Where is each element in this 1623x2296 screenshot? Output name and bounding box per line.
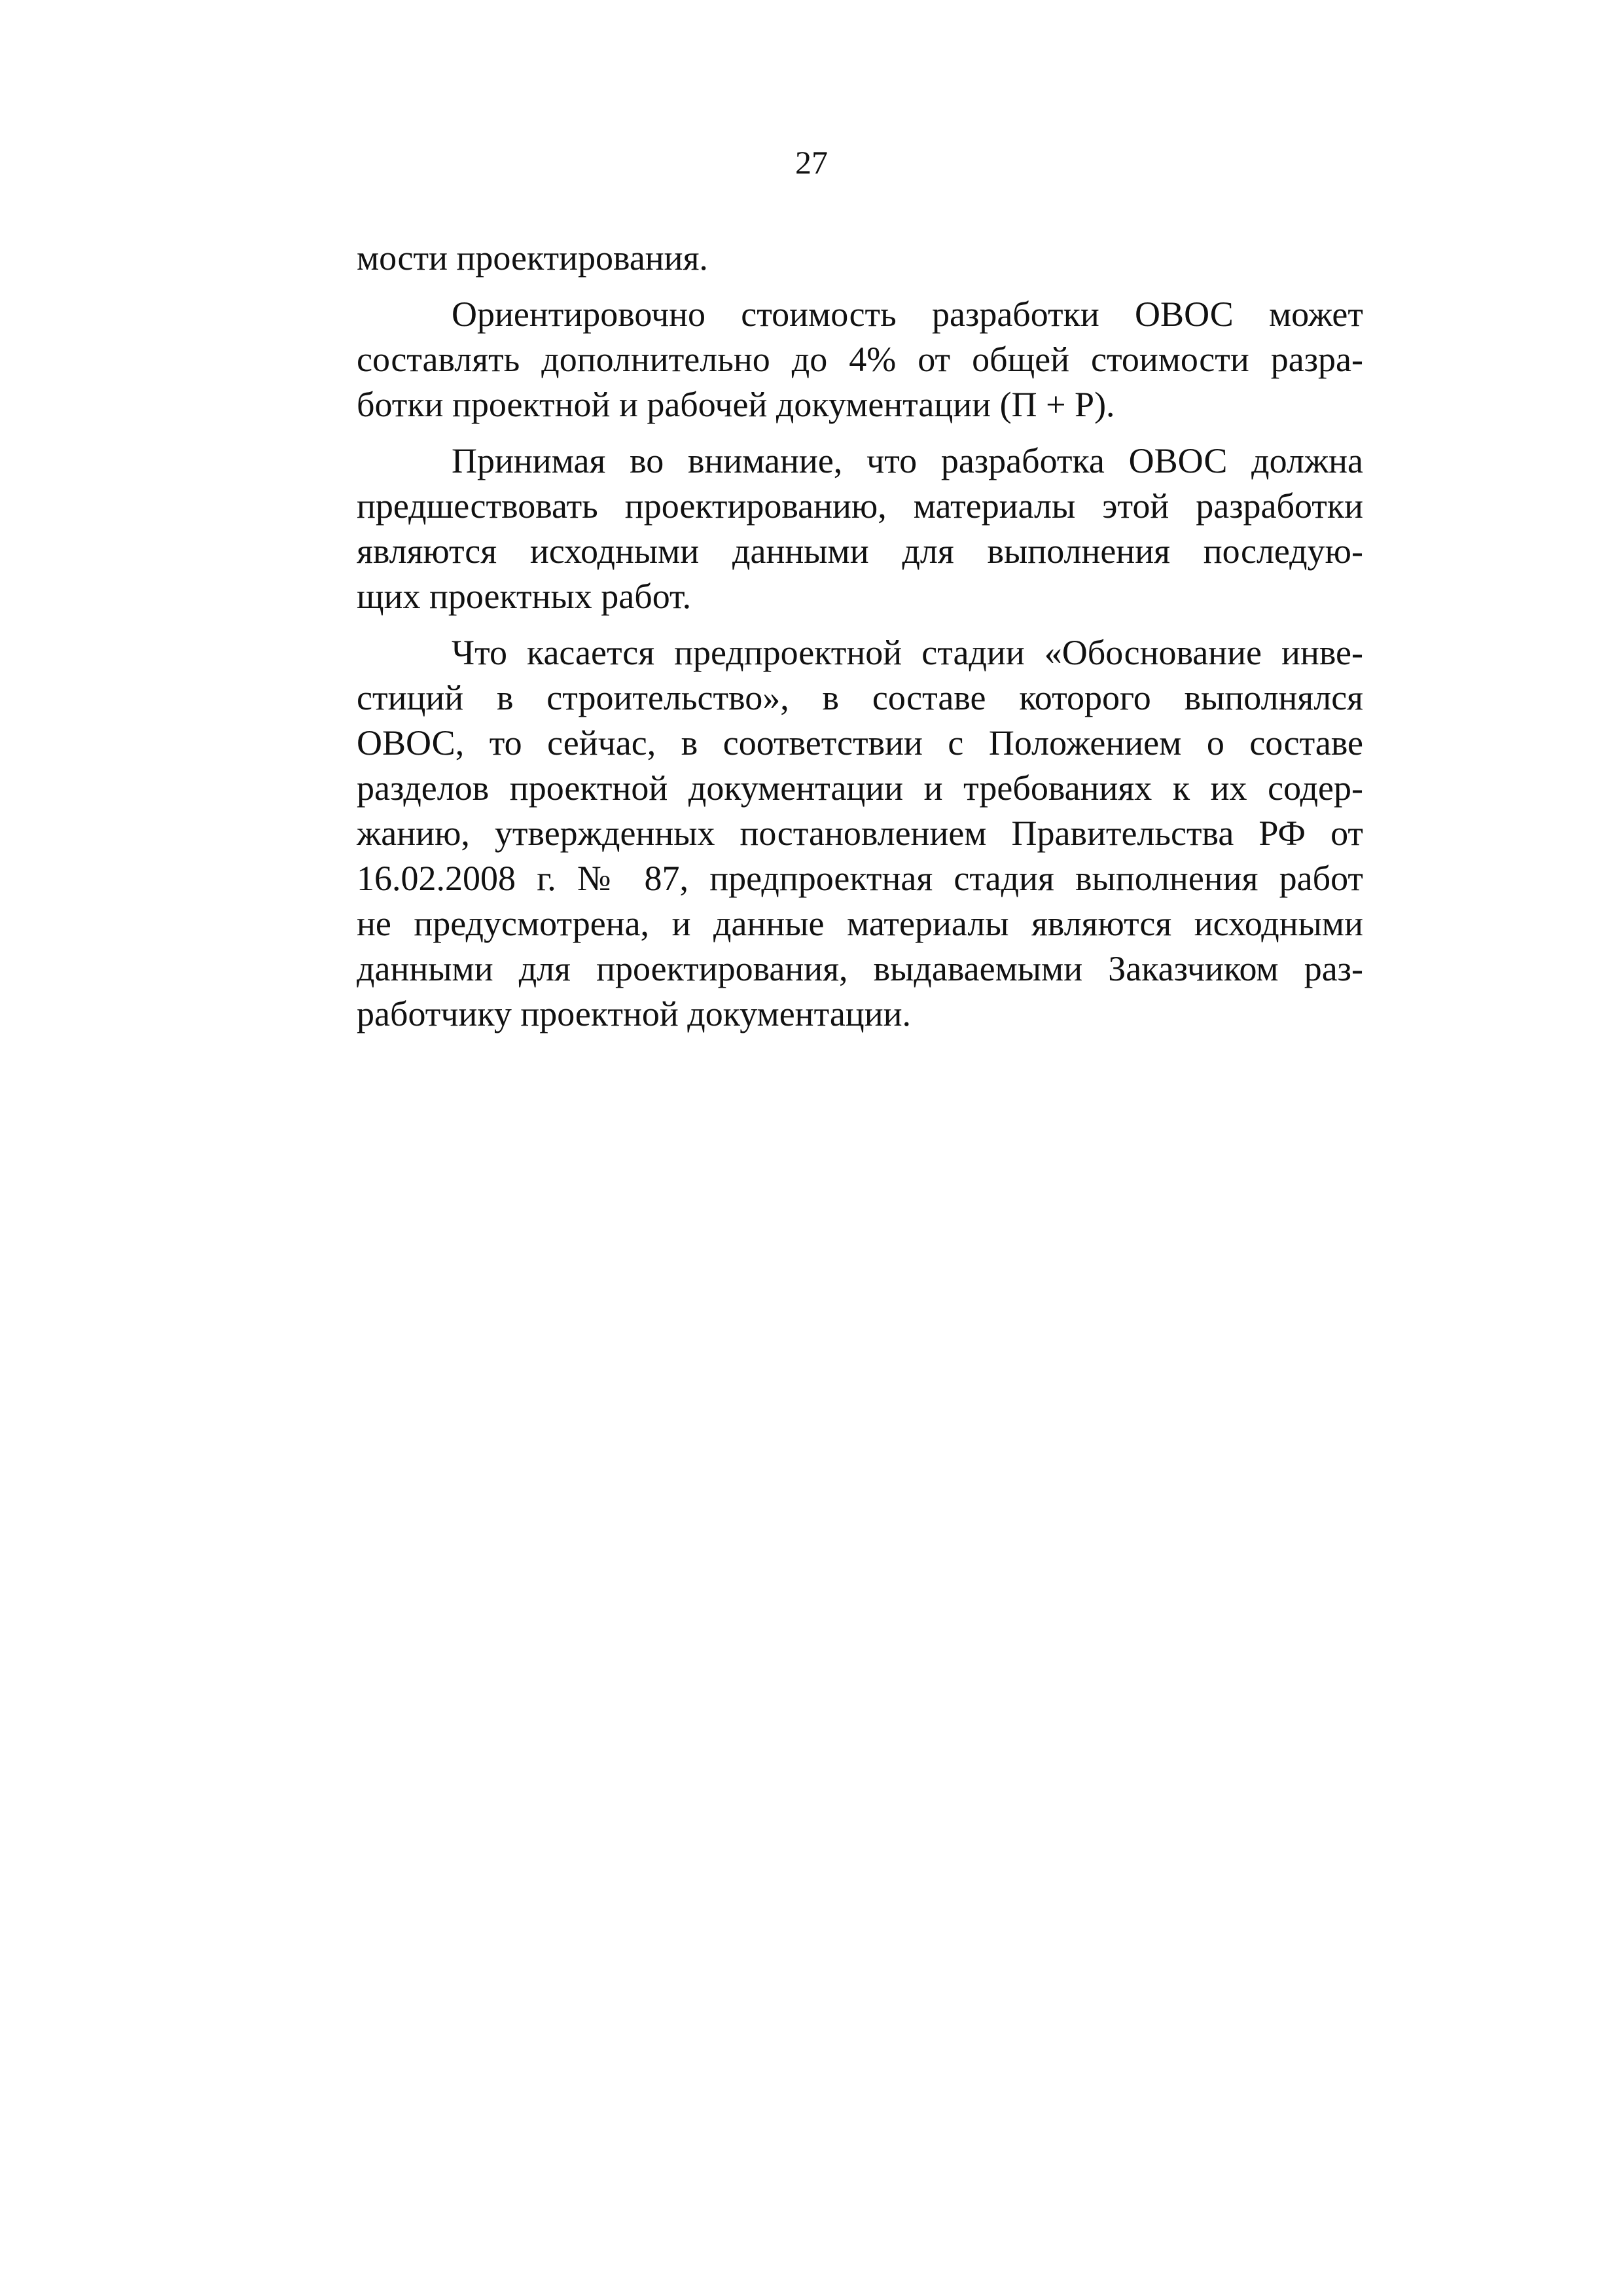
- paragraph: [357, 236, 1363, 281]
- text-line: предшествовать проектированию, материалы этой разработки: [357, 486, 1363, 526]
- paragraph: [357, 292, 1363, 427]
- text-line: ботки проектной и рабочей документации (П + Р).: [357, 385, 1115, 424]
- text-line: разделов проектной документации и требованиях к их содер-: [357, 768, 1363, 808]
- text-line: ОВОС, то сейчас, в соответствии с Положением о составе: [357, 723, 1363, 762]
- text-line: Ориентировочно стоимость разработки ОВОС может: [452, 295, 1363, 334]
- page-number: 27: [795, 144, 828, 181]
- paragraph: [357, 630, 1363, 1037]
- text-line: составлять дополнительно до 4% от общей стоимости разра-: [357, 340, 1363, 379]
- text-line: работчику проектной документации.: [357, 994, 911, 1033]
- paragraph: [357, 439, 1363, 619]
- text-line: не предусмотрена, и данные материалы являются исходными: [357, 904, 1363, 943]
- document-body: [357, 236, 1363, 1037]
- text-line: 16.02.2008 г. № 87, предпроектная стадия выполнения работ: [357, 859, 1363, 898]
- text-line: являются исходными данными для выполнения последую-: [357, 531, 1363, 571]
- text-line: данными для проектирования, выдаваемыми Заказчиком раз-: [357, 949, 1363, 988]
- text-line: Принимая во внимание, что разработка ОВОС должна: [452, 441, 1363, 480]
- text-line: щих проектных работ.: [357, 577, 692, 616]
- text-line: стиций в строительство», в составе которого выполнялся: [357, 678, 1363, 717]
- text-line: жанию, утвержденных постановлением Правительства РФ от: [357, 814, 1363, 853]
- text-line: мости проектирования.: [357, 238, 708, 278]
- text-line: Что касается предпроектной стадии «Обоснование инве-: [452, 633, 1363, 672]
